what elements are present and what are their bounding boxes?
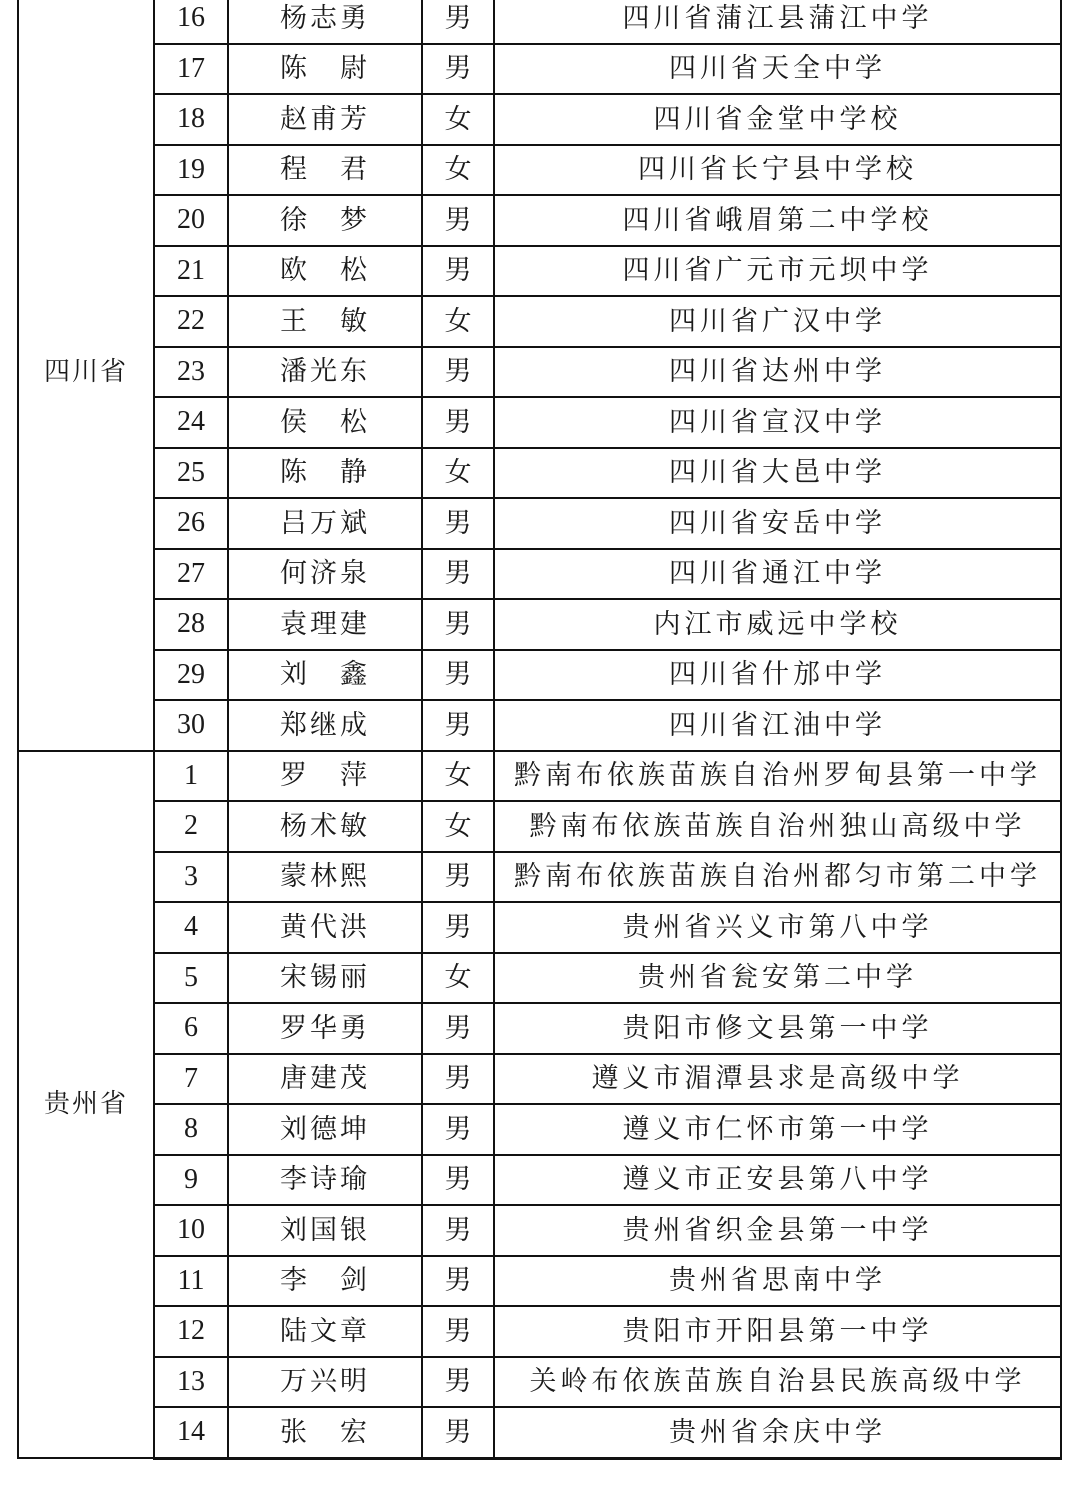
gender-cell: 男 [422, 0, 494, 44]
gender-cell: 男 [422, 549, 494, 600]
school-name-cell: 四川省天全中学 [494, 44, 1061, 95]
row-number-cell: 17 [154, 44, 228, 95]
school-name-cell: 黔南布依族苗族自治州都匀市第二中学 [494, 852, 1061, 903]
row-number-cell: 6 [154, 1003, 228, 1054]
gender-cell: 男 [422, 599, 494, 650]
table-row [18, 1256, 1061, 1307]
table-row [18, 1104, 1061, 1155]
row-number-cell: 28 [154, 599, 228, 650]
school-name-cell: 内江市威远中学校 [494, 599, 1061, 650]
gender-cell: 男 [422, 397, 494, 448]
table-row [18, 1155, 1061, 1206]
province-cell: 贵州省 [18, 751, 154, 1459]
row-number-cell: 16 [154, 0, 228, 44]
school-name-cell: 黔南布依族苗族自治州罗甸县第一中学 [494, 751, 1061, 802]
student-name-cell: 陈 尉 [228, 44, 422, 95]
table-row [18, 953, 1061, 1004]
gender-cell: 男 [422, 1407, 494, 1458]
row-number-cell: 14 [154, 1407, 228, 1458]
student-name-cell: 吕万斌 [228, 498, 422, 549]
school-name-cell: 贵州省瓮安第二中学 [494, 953, 1061, 1004]
student-name-cell: 宋锡丽 [228, 953, 422, 1004]
school-name-cell: 四川省什邡中学 [494, 650, 1061, 701]
school-name-cell: 遵义市湄潭县求是高级中学 [494, 1054, 1061, 1105]
table-row [18, 1205, 1061, 1256]
school-name-cell: 四川省江油中学 [494, 700, 1061, 751]
school-name-cell: 四川省安岳中学 [494, 498, 1061, 549]
school-name-cell: 贵州省织金县第一中学 [494, 1205, 1061, 1256]
row-number-cell: 5 [154, 953, 228, 1004]
row-number-cell: 13 [154, 1357, 228, 1408]
gender-cell: 男 [422, 1054, 494, 1105]
school-name-cell: 四川省金堂中学校 [494, 94, 1061, 145]
school-name-cell: 关岭布依族苗族自治县民族高级中学 [494, 1357, 1061, 1408]
province-cell: 四川省 [18, 0, 154, 751]
table-row [18, 296, 1061, 347]
gender-cell: 女 [422, 145, 494, 196]
table-row [18, 1407, 1061, 1458]
school-name-cell: 四川省大邑中学 [494, 448, 1061, 499]
table-row [18, 1306, 1061, 1357]
row-number-cell: 3 [154, 852, 228, 903]
row-number-cell: 12 [154, 1306, 228, 1357]
student-name-cell: 刘德坤 [228, 1104, 422, 1155]
student-name-cell: 罗华勇 [228, 1003, 422, 1054]
student-name-cell: 王 敏 [228, 296, 422, 347]
school-name-cell: 四川省广元市元坝中学 [494, 246, 1061, 297]
table-row [18, 347, 1061, 398]
gender-cell: 女 [422, 801, 494, 852]
student-name-cell: 罗 萍 [228, 751, 422, 802]
school-name-cell: 遵义市正安县第八中学 [494, 1155, 1061, 1206]
school-name-cell: 贵阳市开阳县第一中学 [494, 1306, 1061, 1357]
school-name-cell: 四川省通江中学 [494, 549, 1061, 600]
table-row [18, 397, 1061, 448]
gender-cell: 男 [422, 1357, 494, 1408]
student-name-cell: 郑继成 [228, 700, 422, 751]
student-name-cell: 陆文章 [228, 1306, 422, 1357]
row-number-cell: 8 [154, 1104, 228, 1155]
school-name-cell: 四川省广汉中学 [494, 296, 1061, 347]
table-row [18, 902, 1061, 953]
student-name-cell: 李 剑 [228, 1256, 422, 1307]
row-number-cell: 9 [154, 1155, 228, 1206]
row-number-cell: 30 [154, 700, 228, 751]
student-name-cell: 陈 静 [228, 448, 422, 499]
school-name-cell: 四川省达州中学 [494, 347, 1061, 398]
gender-cell: 男 [422, 1155, 494, 1206]
gender-cell: 男 [422, 650, 494, 701]
gender-cell: 男 [422, 195, 494, 246]
table-row [18, 700, 1061, 751]
student-name-cell: 徐 梦 [228, 195, 422, 246]
table-row [18, 498, 1061, 549]
row-number-cell: 18 [154, 94, 228, 145]
student-name-cell: 程 君 [228, 145, 422, 196]
gender-cell: 男 [422, 700, 494, 751]
table-row [18, 246, 1061, 297]
table-row [18, 44, 1061, 95]
school-name-cell: 贵阳市修文县第一中学 [494, 1003, 1061, 1054]
row-number-cell: 19 [154, 145, 228, 196]
row-number-cell: 21 [154, 246, 228, 297]
student-name-cell: 潘光东 [228, 347, 422, 398]
gender-cell: 女 [422, 953, 494, 1004]
student-name-cell: 万兴明 [228, 1357, 422, 1408]
row-number-cell: 22 [154, 296, 228, 347]
gender-cell: 男 [422, 347, 494, 398]
gender-cell: 男 [422, 852, 494, 903]
row-number-cell: 4 [154, 902, 228, 953]
table-row [18, 1054, 1061, 1105]
student-name-cell: 唐建茂 [228, 1054, 422, 1105]
table-row [18, 145, 1061, 196]
gender-cell: 男 [422, 246, 494, 297]
school-name-cell: 贵州省思南中学 [494, 1256, 1061, 1307]
school-name-cell: 四川省峨眉第二中学校 [494, 195, 1061, 246]
student-name-cell: 赵甫芳 [228, 94, 422, 145]
table-row [18, 549, 1061, 600]
table-row [18, 94, 1061, 145]
row-number-cell: 10 [154, 1205, 228, 1256]
gender-cell: 男 [422, 1104, 494, 1155]
gender-cell: 男 [422, 1003, 494, 1054]
school-name-cell: 四川省长宁县中学校 [494, 145, 1061, 196]
student-name-cell: 刘 鑫 [228, 650, 422, 701]
row-number-cell: 27 [154, 549, 228, 600]
table-row [18, 852, 1061, 903]
student-name-cell: 蒙林熙 [228, 852, 422, 903]
row-number-cell: 23 [154, 347, 228, 398]
row-number-cell: 24 [154, 397, 228, 448]
student-name-cell: 何济泉 [228, 549, 422, 600]
student-name-cell: 侯 松 [228, 397, 422, 448]
gender-cell: 女 [422, 94, 494, 145]
table-row [18, 599, 1061, 650]
row-number-cell: 2 [154, 801, 228, 852]
table-row [18, 1003, 1061, 1054]
row-number-cell: 11 [154, 1256, 228, 1307]
student-name-cell: 黄代洪 [228, 902, 422, 953]
row-number-cell: 20 [154, 195, 228, 246]
table-row [18, 650, 1061, 701]
row-number-cell: 26 [154, 498, 228, 549]
gender-cell: 男 [422, 498, 494, 549]
student-name-cell: 杨术敏 [228, 801, 422, 852]
gender-cell: 男 [422, 44, 494, 95]
gender-cell: 女 [422, 296, 494, 347]
school-name-cell: 贵州省余庆中学 [494, 1407, 1061, 1458]
row-number-cell: 1 [154, 751, 228, 802]
table-row [18, 1357, 1061, 1408]
student-name-cell: 张 宏 [228, 1407, 422, 1458]
gender-cell: 男 [422, 1306, 494, 1357]
school-name-cell: 四川省宣汉中学 [494, 397, 1061, 448]
roster-table-body [18, 0, 1061, 1458]
student-name-cell: 李诗瑜 [228, 1155, 422, 1206]
gender-cell: 女 [422, 448, 494, 499]
gender-cell: 男 [422, 902, 494, 953]
gender-cell: 男 [422, 1256, 494, 1307]
school-name-cell: 黔南布依族苗族自治州独山高级中学 [494, 801, 1061, 852]
school-name-cell: 贵州省兴义市第八中学 [494, 902, 1061, 953]
student-name-cell: 刘国银 [228, 1205, 422, 1256]
gender-cell: 男 [422, 1205, 494, 1256]
row-number-cell: 25 [154, 448, 228, 499]
roster-table [17, 0, 1062, 1460]
table-row [18, 448, 1061, 499]
table-row [18, 195, 1061, 246]
row-number-cell: 7 [154, 1054, 228, 1105]
student-name-cell: 袁理建 [228, 599, 422, 650]
table-row [18, 0, 1061, 44]
school-name-cell: 四川省蒲江县蒲江中学 [494, 0, 1061, 44]
table-row [18, 751, 1061, 802]
student-name-cell: 欧 松 [228, 246, 422, 297]
table-row [18, 801, 1061, 852]
gender-cell: 女 [422, 751, 494, 802]
student-name-cell: 杨志勇 [228, 0, 422, 44]
row-number-cell: 29 [154, 650, 228, 701]
school-name-cell: 遵义市仁怀市第一中学 [494, 1104, 1061, 1155]
